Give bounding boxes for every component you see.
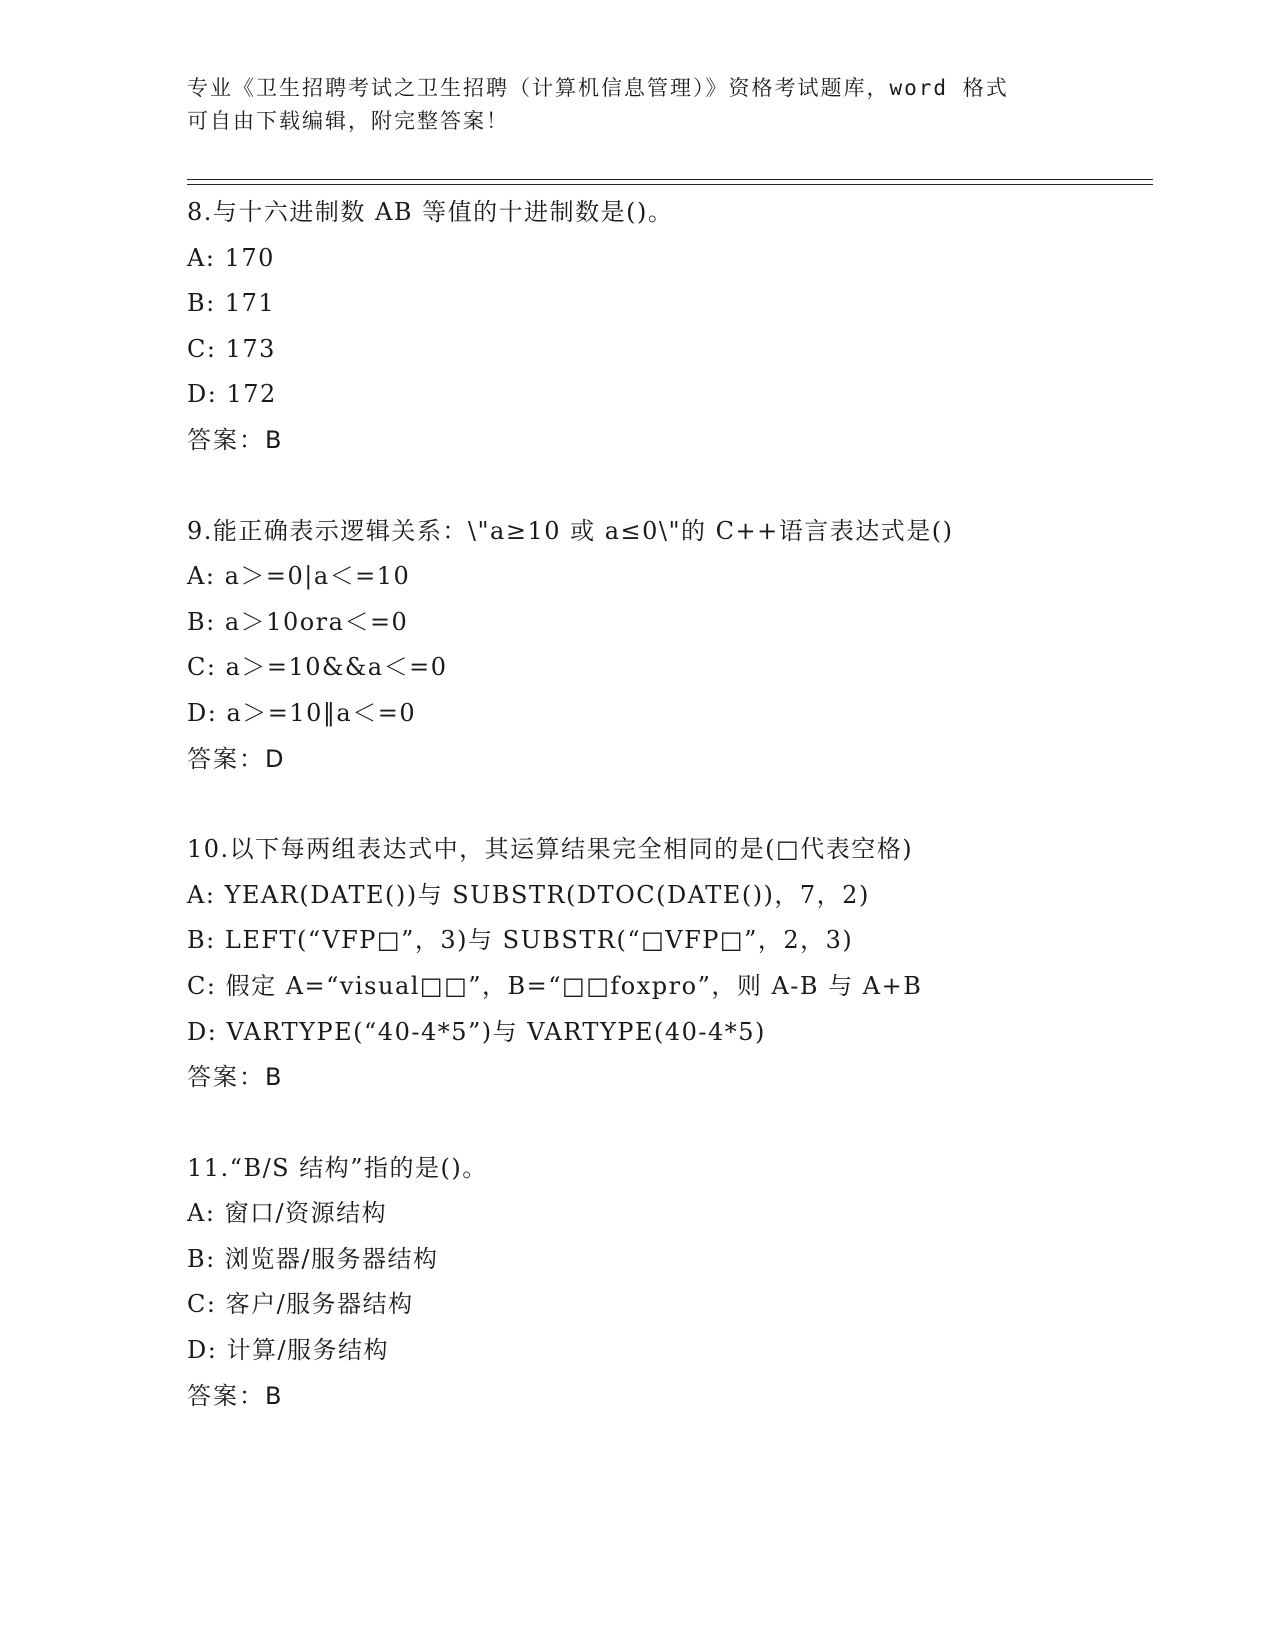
option-letter: C:: [187, 971, 217, 1000]
option-letter: D:: [187, 380, 218, 409]
header-divider-top: [187, 179, 1153, 180]
option-a: [187, 1191, 1147, 1237]
question-stem: 10.以下每两组表达式中，其运算结果完全相同的是(□代表空格): [187, 835, 914, 864]
option-text: 171: [224, 289, 276, 318]
option-letter: D:: [187, 698, 218, 727]
option-letter: D:: [187, 1336, 218, 1365]
answer-line: 答案：B: [187, 1381, 284, 1410]
question-10: [187, 827, 1147, 1101]
option-text: YEAR(DATE())与 SUBSTR(DTOC(DATE())，7，2): [224, 880, 870, 909]
option-letter: B:: [187, 289, 216, 318]
option-c: [187, 1282, 1147, 1328]
option-text: 173: [225, 334, 276, 363]
option-text: 浏览器/服务器结构: [224, 1244, 439, 1273]
option-text: 客户/服务器结构: [225, 1290, 414, 1319]
header-line-1: 专业《卫生招聘考试之卫生招聘（计算机信息管理）》资格考试题库，word 格式: [187, 76, 1009, 100]
option-text: 假定 A=“visual□□”，B=“□□foxpro”，则 A-B 与 A+B: [225, 971, 923, 1000]
option-a: [187, 873, 1147, 919]
option-d: [187, 1010, 1147, 1056]
option-letter: A:: [187, 880, 216, 909]
option-letter: D:: [187, 1017, 218, 1046]
option-text: VARTYPE(“40-4*5”)与 VARTYPE(40-4*5): [226, 1017, 766, 1046]
option-text: 窗口/资源结构: [224, 1199, 388, 1228]
answer-line: 答案：B: [187, 425, 284, 454]
option-letter: A:: [187, 562, 216, 591]
option-text: a＞=10‖a＜=0: [226, 698, 417, 727]
option-letter: C:: [187, 1290, 217, 1319]
question-stem: 8.与十六进制数 AB 等值的十进制数是()。: [187, 198, 674, 226]
option-letter: B:: [187, 607, 216, 636]
option-letter: A:: [187, 1199, 216, 1228]
option-letter: A:: [187, 243, 216, 272]
option-text: a＞10ora＜=0: [224, 607, 409, 636]
option-c: [187, 327, 1147, 373]
option-letter: B:: [187, 926, 216, 955]
option-a: [187, 236, 1147, 282]
option-text: 计算/服务结构: [226, 1336, 390, 1365]
option-text: a＞=0|a＜=10: [224, 562, 411, 591]
option-text: 172: [226, 380, 277, 409]
option-c: [187, 645, 1147, 691]
option-text: 170: [224, 243, 275, 272]
option-text: a＞=10&&a＜=0: [225, 653, 448, 682]
option-b: [187, 281, 1147, 327]
question-11: [187, 1146, 1147, 1420]
question-8: [187, 190, 1147, 464]
option-d: [187, 372, 1147, 418]
question-9: [187, 509, 1147, 783]
option-letter: C:: [187, 653, 217, 682]
option-d: [187, 691, 1147, 737]
question-list: [187, 190, 1147, 1464]
question-stem: 9.能正确表示逻辑关系：\"a≥10 或 a≤0\"的 C++语言表达式是(): [187, 516, 954, 545]
option-letter: B:: [187, 1244, 216, 1273]
option-letter: C:: [187, 334, 217, 363]
option-d: [187, 1328, 1147, 1374]
option-b: [187, 600, 1147, 646]
option-a: [187, 554, 1147, 600]
header-line-2: 可自由下载编辑，附完整答案！: [187, 109, 509, 133]
question-stem: 11.“B/S 结构”指的是()。: [187, 1153, 488, 1182]
option-c: [187, 964, 1147, 1010]
document-header: [187, 72, 1087, 138]
answer-line: 答案：B: [187, 1063, 284, 1092]
option-text: LEFT(“VFP□”，3)与 SUBSTR(“□VFP□”，2，3): [224, 926, 854, 955]
option-b: [187, 1237, 1147, 1283]
answer-line: 答案：D: [187, 744, 286, 773]
header-divider-bottom: [187, 184, 1153, 185]
option-b: [187, 918, 1147, 964]
